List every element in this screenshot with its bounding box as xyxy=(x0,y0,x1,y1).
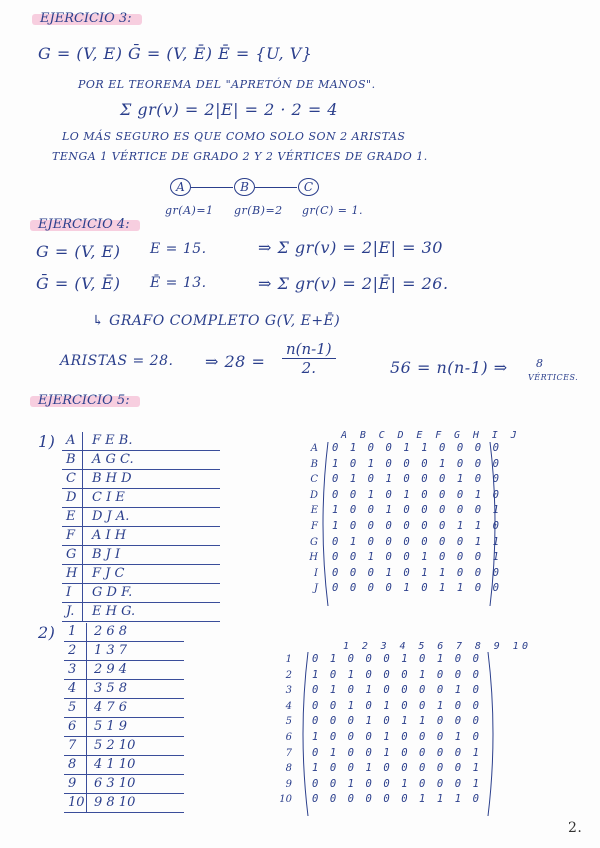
neighbors-cell: F E B. xyxy=(92,433,133,448)
ex4-complement-def: Ḡ = (V, Ē) xyxy=(36,274,121,293)
vertex-cell: 8 xyxy=(68,757,77,772)
ex3-reasoning-1: LO MÁS SEGURO ES QUE COMO SOLO SON 2 ARISTAS xyxy=(62,130,406,143)
matrix-row: 0 1 0 0 0 0 0 0 1 1 xyxy=(332,535,502,548)
vertex-cell: 1 xyxy=(68,624,77,639)
adjacency-matrix-1 xyxy=(332,441,502,597)
table-row xyxy=(62,565,220,584)
table-row xyxy=(62,432,220,451)
ex3-degree-sum: Σ gr(v) = 2|E| = 2 · 2 = 4 xyxy=(120,100,338,119)
table-row xyxy=(64,642,184,661)
graph-edge-bc xyxy=(255,187,297,188)
matrix-row-label: 2 xyxy=(285,669,292,681)
vertex-cell: J. xyxy=(66,604,75,619)
neighbors-cell: A I H xyxy=(92,528,127,543)
ex5-heading: EJERCICIO 5: xyxy=(32,392,136,409)
matrix-row-label: D xyxy=(309,489,318,501)
matrix-row-label: 9 xyxy=(285,778,292,790)
table-row xyxy=(64,699,184,718)
adjacency-matrix-2 xyxy=(312,652,482,808)
table-row xyxy=(64,661,184,680)
matrix-row-label: H xyxy=(309,552,318,564)
vertex-cell: H xyxy=(66,566,78,581)
ex4-fraction-numerator: n(n-1) xyxy=(282,340,336,359)
neighbors-cell: 9 8 10 xyxy=(94,795,136,810)
matrix-row-label: 5 xyxy=(285,716,292,728)
matrix-row-label: 7 xyxy=(285,747,292,759)
matrix2-row-labels xyxy=(276,652,292,808)
matrix-row: 0 0 1 0 1 0 0 0 1 0 xyxy=(332,488,502,501)
matrix-row-label: E xyxy=(310,505,318,517)
ex3-theorem: POR EL TEOREMA DEL "APRETÓN DE MANOS". xyxy=(78,78,376,91)
matrix-row: 0 1 0 0 1 0 0 0 0 1 xyxy=(312,746,482,759)
vertex-cell: 2 xyxy=(68,643,77,658)
neighbors-cell: 2 9 4 xyxy=(94,662,128,677)
matrix-row-label: F xyxy=(311,520,318,532)
table-row xyxy=(62,546,220,565)
vertex-cell: B xyxy=(66,452,76,467)
neighbors-cell: B J I xyxy=(92,547,121,562)
matrix-row: 0 1 0 0 1 1 0 0 0 0 xyxy=(332,442,502,454)
graph-node-a: A xyxy=(170,178,191,196)
matrix-row-label: 3 xyxy=(285,685,292,697)
table-row xyxy=(64,680,184,699)
neighbors-cell: 5 2 10 xyxy=(94,738,136,753)
matrix-row-label: 4 xyxy=(285,700,292,712)
matrix2-header: 1 2 3 4 5 6 7 8 9 10 xyxy=(343,641,532,652)
ex4-fraction xyxy=(282,340,336,377)
ex4-graph-def: G = (V, E) xyxy=(36,242,121,261)
matrix-row: 0 0 1 0 0 1 0 0 0 1 xyxy=(332,551,502,564)
degree-b: gr(B)=2 xyxy=(234,204,283,217)
ex4-solution: 56 = n(n-1) ⇒ xyxy=(390,358,508,377)
vertex-cell: G xyxy=(66,547,77,562)
ex4-vertex-count: 8 xyxy=(536,357,544,370)
matrix-row-label: G xyxy=(310,536,318,548)
vertex-cell: 10 xyxy=(68,795,85,810)
matrix1-right-bracket xyxy=(488,440,504,608)
matrix-row-label: 6 xyxy=(285,731,292,743)
matrix-row: 1 0 0 0 1 0 0 0 1 0 xyxy=(312,730,482,743)
ex4-heading: EJERCICIO 4: xyxy=(32,216,136,233)
ex4-complement-edges: Ē = 13. xyxy=(150,275,207,291)
ex4-degree-sum: ⇒ Σ gr(v) = 2|E| = 30 xyxy=(258,238,443,257)
table-row xyxy=(64,775,184,794)
neighbors-cell: A G C. xyxy=(92,452,134,467)
table-row xyxy=(62,603,220,622)
ex4-complement-degree-sum: ⇒ Σ gr(v) = 2|Ē| = 26. xyxy=(258,274,449,293)
matrix1-left-bracket xyxy=(314,440,330,608)
neighbors-cell: F J C xyxy=(92,566,125,581)
graph-node-c: C xyxy=(298,178,319,196)
matrix-row: 1 0 1 0 0 0 1 0 0 0 xyxy=(332,457,502,470)
neighbors-cell: C I E xyxy=(92,490,125,505)
matrix-row: 1 0 0 0 0 0 0 1 1 0 xyxy=(332,519,502,532)
table1-label: 1) xyxy=(38,432,56,451)
matrix-row-label: B xyxy=(310,458,318,470)
ex4-complete-graph: ↳ GRAFO COMPLETO G(V, E+Ē) xyxy=(92,313,341,329)
matrix-row-label: J xyxy=(313,583,318,595)
graph-edge-ab xyxy=(191,187,233,188)
vertex-cell: A xyxy=(66,433,76,448)
table-row xyxy=(64,718,184,737)
table-row xyxy=(64,794,184,813)
neighbors-cell: G D F. xyxy=(92,585,133,600)
vertex-cell: D xyxy=(66,490,77,505)
vertex-cell: 7 xyxy=(68,738,77,753)
ex4-equation: ⇒ 28 = xyxy=(205,352,266,371)
matrix-row: 0 0 0 0 0 0 1 1 1 0 xyxy=(312,793,482,806)
neighbors-cell: 5 1 9 xyxy=(94,719,128,734)
neighbors-cell: 6 3 10 xyxy=(94,776,136,791)
ex4-fraction-denominator: 2. xyxy=(301,359,316,377)
vertex-cell: 3 xyxy=(68,662,77,677)
vertex-cell: I xyxy=(66,585,72,600)
vertex-cell: F xyxy=(66,528,76,543)
vertex-cell: 6 xyxy=(68,719,77,734)
table-row xyxy=(62,508,220,527)
matrix2-left-bracket xyxy=(294,650,310,818)
matrix-row: 1 0 0 1 0 0 0 0 0 1 xyxy=(332,504,502,517)
matrix-row-label: I xyxy=(314,567,318,579)
neighbors-cell: 4 1 10 xyxy=(94,757,136,772)
matrix-row-label: 8 xyxy=(285,763,292,775)
table-row xyxy=(62,527,220,546)
degree-c: gr(C) = 1. xyxy=(302,204,364,217)
matrix-row: 0 0 0 0 1 0 1 1 0 0 xyxy=(332,582,502,595)
table-row xyxy=(64,737,184,756)
ex3-heading: EJERCICIO 3: xyxy=(34,10,138,27)
matrix-row: 0 1 0 1 0 0 0 0 1 0 xyxy=(312,684,482,697)
ex4-vertex-label: VÉRTICES. xyxy=(528,373,579,382)
degree-a: gr(A)=1 xyxy=(165,204,214,217)
table-row xyxy=(64,623,184,642)
vertex-cell: 4 xyxy=(68,681,77,696)
ex4-total-edges: ARISTAS = 28. xyxy=(60,353,174,369)
page-number: 2. xyxy=(568,820,583,836)
matrix-row-label: 1 xyxy=(285,654,292,665)
matrix-row: 0 0 0 1 0 1 1 0 0 0 xyxy=(332,566,502,579)
ex3-reasoning-2: TENGA 1 VÉRTICE DE GRADO 2 Y 2 VÉRTICES DE GRADO 1. xyxy=(52,150,428,163)
table2-label: 2) xyxy=(38,623,56,642)
table-row xyxy=(62,584,220,603)
matrix-row: 1 0 1 0 0 0 1 0 0 0 xyxy=(312,668,482,681)
matrix2-right-bracket xyxy=(486,650,502,818)
ex4-edges: E = 15. xyxy=(150,241,207,257)
table-row xyxy=(62,470,220,489)
vertex-cell: 5 xyxy=(68,700,77,715)
matrix-row: 0 0 1 0 0 1 0 0 0 1 xyxy=(312,777,482,790)
graph-node-b: B xyxy=(234,178,255,196)
table-row xyxy=(62,489,220,508)
matrix-row: 0 0 0 1 0 1 1 0 0 0 xyxy=(312,715,482,728)
neighbors-cell: B H D xyxy=(92,471,132,486)
neighbors-cell: E H G. xyxy=(92,604,136,619)
neighbors-cell: D J A. xyxy=(92,509,130,524)
ex3-definition: G = (V, E) Ḡ = (V, Ē) Ē = {U, V} xyxy=(38,44,313,63)
adjacency-list-1 xyxy=(62,432,220,622)
table-row xyxy=(62,451,220,470)
neighbors-cell: 1 3 7 xyxy=(94,643,128,658)
matrix-row-label: A xyxy=(310,443,318,454)
neighbors-cell: 2 6 8 xyxy=(94,624,128,639)
neighbors-cell: 3 5 8 xyxy=(94,681,128,696)
table-row xyxy=(64,756,184,775)
vertex-cell: C xyxy=(66,471,76,486)
neighbors-cell: 4 7 6 xyxy=(94,700,128,715)
matrix-row: 1 0 0 1 0 0 0 0 0 1 xyxy=(312,762,482,775)
matrix-row: 0 1 0 1 0 0 0 1 0 0 xyxy=(332,473,502,486)
matrix-row: 0 0 1 0 1 0 0 1 0 0 xyxy=(312,699,482,712)
vertex-cell: 9 xyxy=(68,776,77,791)
matrix1-header: A B C D E F G H I J xyxy=(341,430,520,441)
adjacency-list-2 xyxy=(64,623,184,813)
matrix-row: 0 1 0 0 0 1 0 1 0 0 xyxy=(312,653,482,665)
matrix-row-label: C xyxy=(310,474,318,486)
vertex-cell: E xyxy=(66,509,76,524)
matrix-row-label: 10 xyxy=(279,794,292,806)
